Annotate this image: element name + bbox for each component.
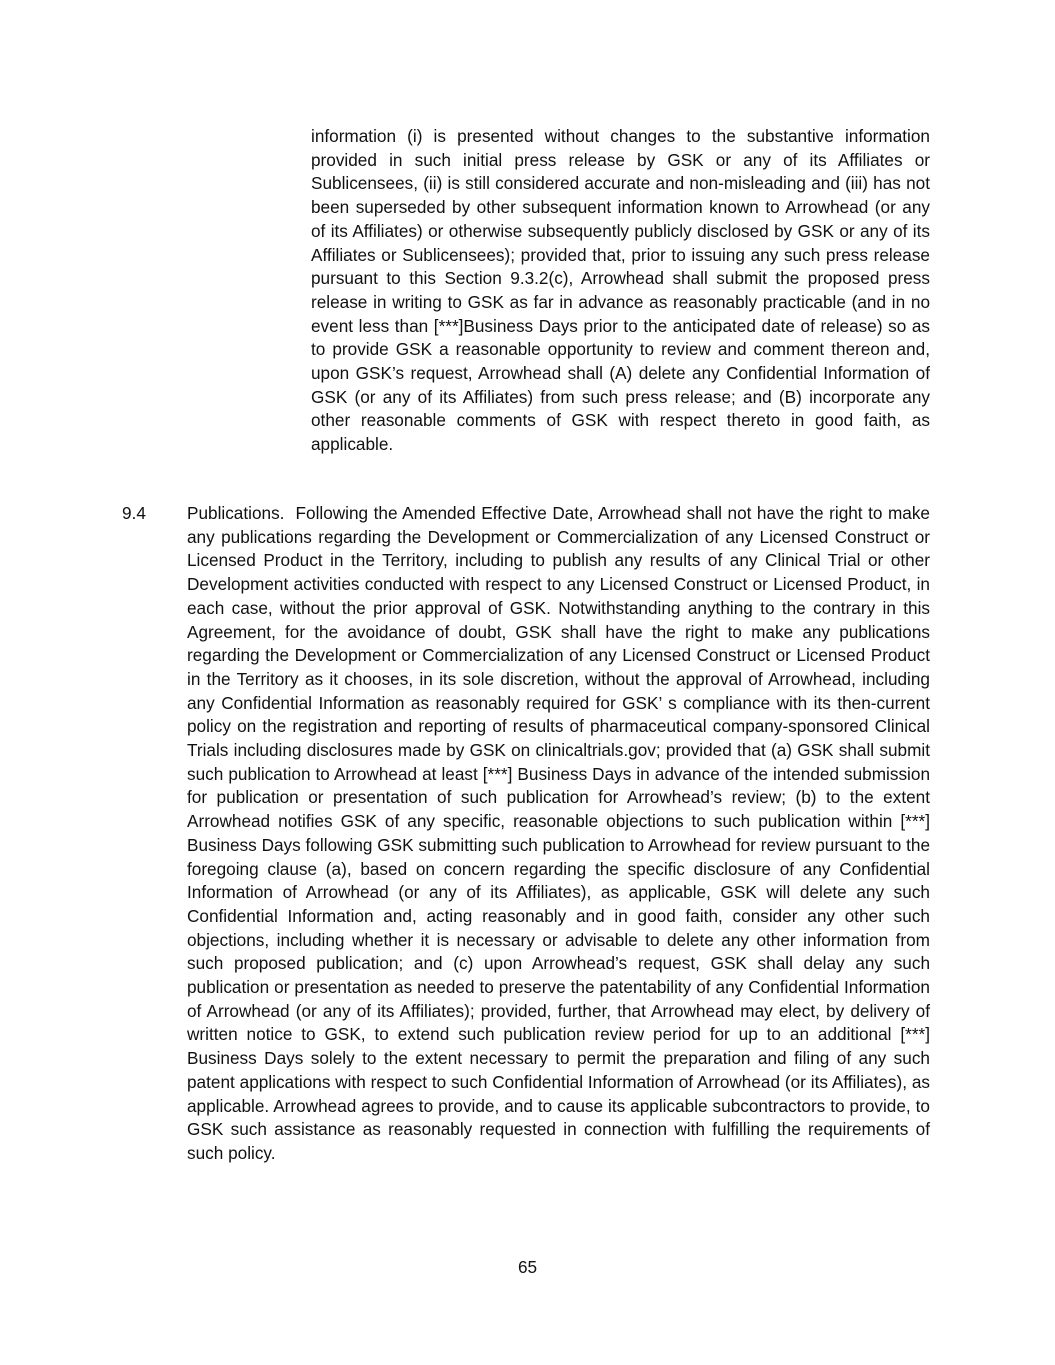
continuation-paragraph: information (i) is presented without changes to the substantive information provided in such initial press release by GSK or any of its Affiliates or Sublicensees, (ii) is still considered accurate and non-misleading and (iii) has not been superseded by other subsequent information known to Arrowhead (or any of its Affiliates) or otherwise subsequently publicly disclosed by GSK or any of its Affiliates or Sublicensees); provided that, prior to issuing any such press release pursuant to this Section 9.3.2(c), Arrowhead shall submit the proposed press release in writing to GSK as far in advance as reasonably practicable (and in no event less than [***]Business Days prior to the anticipated date of release) so as to provide GSK a reasonable opportunity to review and comment thereon and, upon GSK’s request, Arrowhead shall (A) delete any Confidential Information of GSK (or any of its Affiliates) from such press release; and (B) incorporate any other reasonable comments of GSK with respect thereto in good faith, as applicable.	[311, 126, 930, 455]
section-heading: Publications.	[187, 503, 285, 523]
section-number: 9.4	[122, 503, 146, 523]
section-body: Following the Amended Effective Date, Arrowhead shall not have the right to make any publications regarding the Development or Commercialization of any Licensed Construct or Licensed Product in the Territory, including to publish any results of any Clinical Trial or other Development activities conducted with respect to any Licensed Construct or Licensed Product, in each case, without the prior approval of GSK. Notwithstanding anything to the contrary in this Agreement, for the avoidance of doubt, GSK shall have the right to make any publications regarding the Development or Commercialization of any Licensed Construct or Licensed Product in the Territory as it chooses, in its sole discretion, without the approval of Arrowhead, including any Confidential Information as reasonably required for GSK’ s compliance with its then-current policy on the registration and reporting of results of pharmaceutical company-sponsored Clinical Trials including disclosures made by GSK on clinicaltrials.gov; provided that (a) GSK shall submit such publication to Arrowhead at least [***] Business Days in advance of the intended submission for publication or presentation of such publication for Arrowhead’s review; (b) to the extent Arrowhead notifies GSK of any specific, reasonable objections to such publication within [***] Business Days following GSK submitting such publication to Arrowhead for review pursuant to the foregoing clause (a), based on concern regarding the specific disclosure of any Confidential Information of Arrowhead (or any of its Affiliates), as applicable, GSK will delete any such Confidential Information and, acting reasonably and in good faith, consider any other such objections, including whether it is necessary or advisable to delete any other information from such proposed publication; and (c) upon Arrowhead’s request, GSK shall delay any such publication or presentation as needed to preserve the patentability of any Confidential Information of Arrowhead (or any of its Affiliates); provided, further, that Arrowhead may elect, by delivery of written notice to GSK, to extend such publication review period for up to an additional [***] Business Days solely to the extent necessary to permit the preparation and filing of any such patent applications with respect to such Confidential Information of Arrowhead (or its Affiliates), as applicable. Arrowhead agrees to provide, and to cause its applicable subcontractors to provide, to GSK such assistance as reasonably requested in connection with fulfilling the requirements of such policy.	[187, 503, 930, 1163]
page-number: 65	[517, 1257, 538, 1277]
section-9-4-paragraph	[187, 502, 930, 1166]
